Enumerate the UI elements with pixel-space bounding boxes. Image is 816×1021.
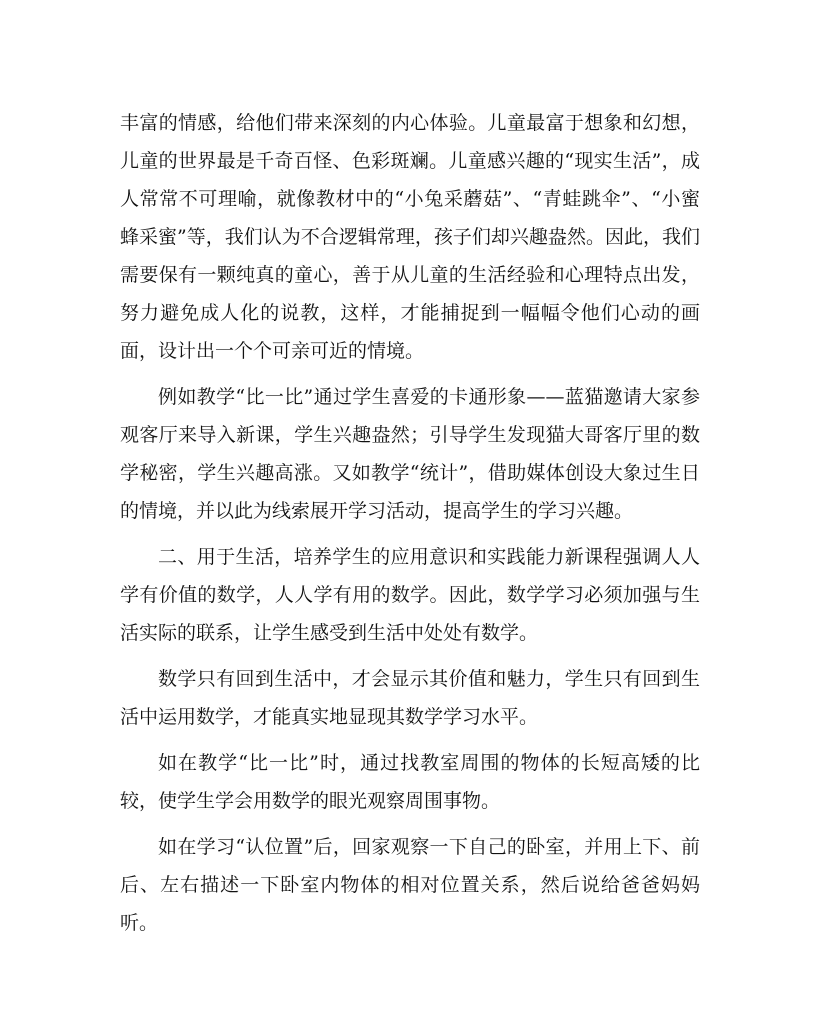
paragraph-bi-yi-bi-example: 例如教学“比一比”通过学生喜爱的卡通形象——蓝猫邀请大家参观客厅来导入新课，学生兴趣盎然；引导学生发现猫大哥客厅里的数学秘密，学生兴趣高涨。又如教学“统计”，借助媒体创设大象过生日的情境，并以此为线索展开学习活动，提高学生的学习兴趣。: [120, 386, 700, 522]
document-body: [120, 104, 700, 942]
paragraph-compare-example: 如在教学“比一比”时，通过找教室周围的物体的长短高矮的比较，使学生学会用数学的眼光观察周围事物。: [120, 752, 700, 812]
paragraph-position-example: 如在学习“认位置”后，回家观察一下自己的卧室，并用上下、前后、左右描述一下卧室内物体的相对位置关系，然后说给爸爸妈妈听。: [120, 836, 700, 934]
paragraph-continuation: 丰富的情感，给他们带来深刻的内心体验。儿童最富于想象和幻想，儿童的世界最是千奇百怪、色彩斑斓。儿童感兴趣的“现实生活”，成人常常不可理喻，就像教材中的“小兔采蘑菇”、“青蛙跳伞”、“小蜜蜂采蜜”等，我们认为不合逻辑常理，孩子们却兴趣盎然。因此，我们需要保有一颗纯真的童心，善于从儿童的生活经验和心理特点出发，努力避免成人化的说教，这样，才能捕捉到一幅幅令他们心动的画面，设计出一个个可亲可近的情境。: [120, 112, 700, 362]
paragraph-math-in-life: 数学只有回到生活中，才会显示其价值和魅力，学生只有回到生活中运用数学，才能真实地显现其数学学习水平。: [120, 668, 700, 728]
paragraph-section-two: 二、用于生活，培养学生的应用意识和实践能力新课程强调人人学有价值的数学，人人学有用的数学。因此，数学学习必须加强与生活实际的联系，让学生感受到生活中处处有数学。: [120, 546, 700, 644]
